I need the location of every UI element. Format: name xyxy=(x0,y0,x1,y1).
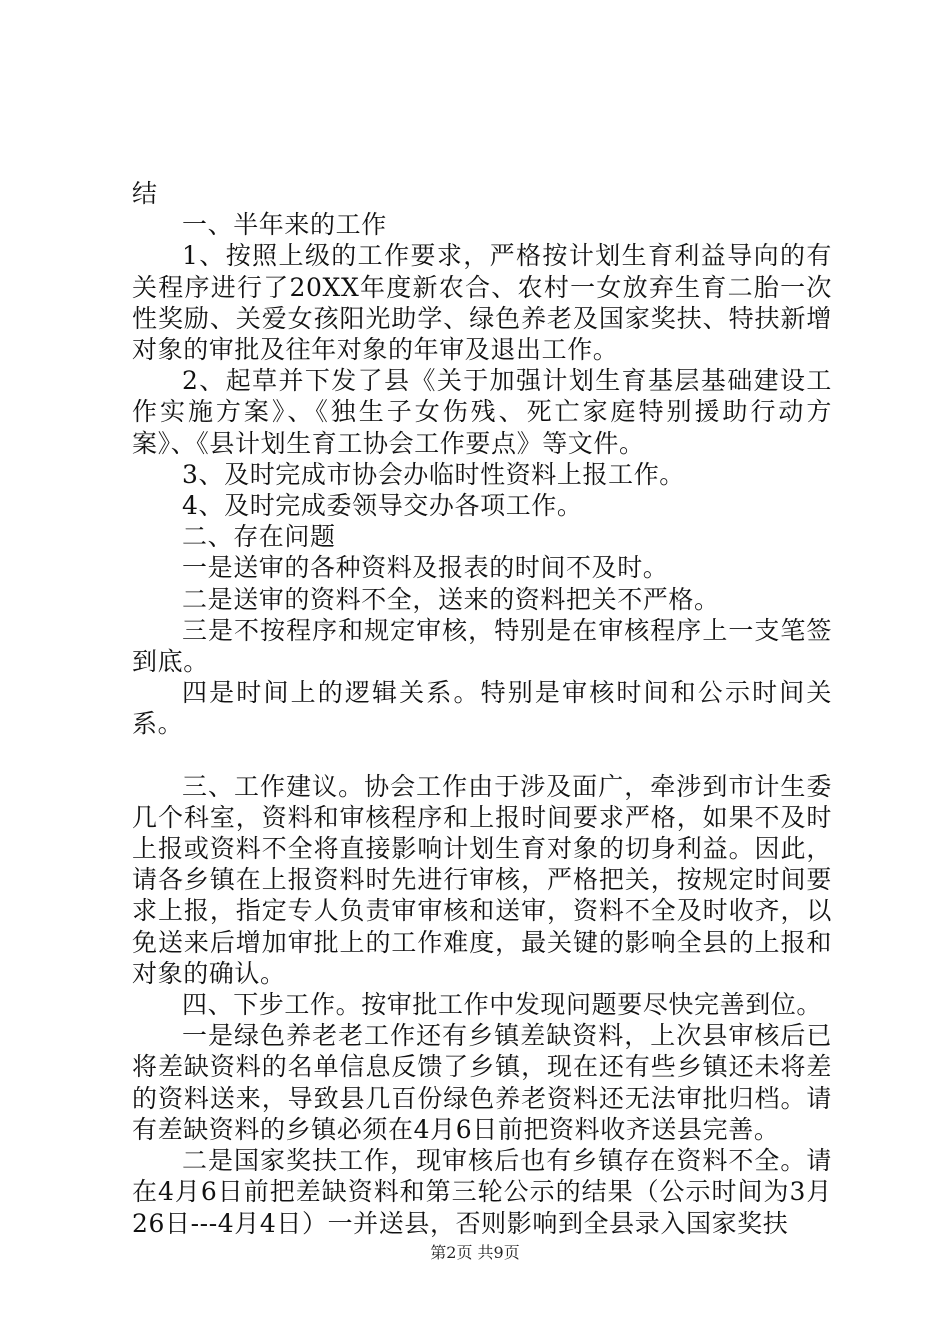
paragraph-item-3: 3、及时完成市协会办临时性资料上报工作。 xyxy=(182,459,685,489)
paragraph-next-step-1: 一是绿色养老老工作还有乡镇差缺资料，上次县审核后已将差缺资料的名单信息反馈了乡镇，现在还有些乡镇还未将差的资料送来，导致县几百份绿色养老资料还无法审批归档。请有差缺资料的乡镇必须在4月6日前把资料收齐送县完善。 xyxy=(132,1021,832,1144)
paragraph-item-2: 2、起草并下发了县《关于加强计划生育基层基础建设工作实施方案》、《独生子女伤残、死亡家庭特别援助行动方案》、《县计划生育工协会工作要点》等文件。 xyxy=(132,366,832,458)
paragraph-item-4: 4、及时完成委领导交办各项工作。 xyxy=(182,491,583,521)
paragraph-continuation: 结 xyxy=(132,179,158,208)
document-body xyxy=(132,178,832,1239)
paragraph-problem-1: 一是送审的各种资料及报表的时间不及时。 xyxy=(182,553,669,583)
paragraph-next-steps: 四、下步工作。按审批工作中发现问题要尽快完善到位。 xyxy=(182,990,823,1020)
paragraph-item-1: 1、按照上级的工作要求，严格按计划生育利益导向的有关程序进行了20XX年度新农合、农村一女放弃生育二胎一次性奖励、关爱女孩阳光助学、绿色养老及国家奖扶、特扶新增对象的审批及往年对象的年审及退出工作。 xyxy=(132,241,832,365)
section-heading-work-done: 一、半年来的工作 xyxy=(182,210,387,240)
paragraph-next-step-2: 二是国家奖扶工作，现审核后也有乡镇存在资料不全。请在4月6日前把差缺资料和第三轮公示的结果（公示时间为3月26日---4月4日）一并送县，否则影响到全县录入国家奖扶 xyxy=(132,1146,832,1238)
section-heading-problems: 二、存在问题 xyxy=(182,522,336,552)
paragraph-problem-4: 四是时间上的逻辑关系。特别是审核时间和公示时间关系。 xyxy=(132,678,832,739)
paragraph-problem-3: 三是不按程序和规定审核，特别是在审核程序上一支笔签到底。 xyxy=(132,615,832,677)
page-number-footer: 第2页 共9页 xyxy=(430,1243,520,1262)
paragraph-suggestions: 三、工作建议。协会工作由于涉及面广，牵涉到市计生委几个科室，资料和审核程序和上报时间要求严格，如果不及时上报或资料不全将直接影响计划生育对象的切身利益。因此，请各乡镇在上报资料时先进行审核，严格把关，按规定时间要求上报，指定专人负责审审核和送审，资料不全及时收齐，以免送来后增加审批上的工作难度，最关键的影响全县的上报和对象的确认。 xyxy=(132,771,832,988)
paragraph-problem-2: 二是送审的资料不全，送来的资料把关不严格。 xyxy=(182,584,720,614)
